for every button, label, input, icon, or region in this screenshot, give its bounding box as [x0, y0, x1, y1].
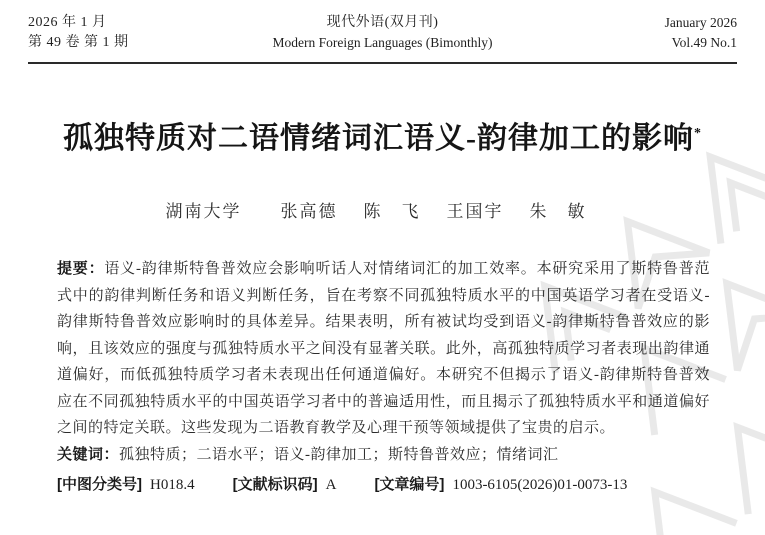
author-name: 朱 敏	[529, 202, 587, 221]
article-title-text: 孤独特质对二语情绪词汇语义-韵律加工的影响	[63, 122, 694, 155]
author-name: 王国宇	[446, 202, 504, 221]
issue-volume-cn: 第 49 卷 第 1 期	[28, 35, 129, 50]
title-footnote-marker: *	[694, 126, 702, 141]
affiliation: 湖南大学	[165, 202, 242, 221]
author-name: 陈 飞	[363, 202, 421, 221]
keywords-text: 孤独特质；二语水平；语义-韵律加工；斯特鲁普效应；情绪词汇	[119, 446, 559, 463]
article-number-value: 1003-6105(2026)01-0073-13	[452, 477, 628, 493]
keywords-line	[57, 442, 710, 469]
document-code-value: A	[325, 477, 337, 493]
keywords-label: 关键词：	[57, 445, 120, 463]
document-code	[233, 472, 337, 498]
abstract-block	[57, 256, 710, 468]
article-number	[374, 472, 627, 498]
issue-date-cn: 2026 年 1 月	[28, 15, 107, 30]
byline	[28, 197, 737, 222]
author-name: 张高德	[280, 202, 338, 221]
clc-number	[57, 472, 195, 498]
journal-name-en: Modern Foreign Languages (Bimonthly)	[272, 35, 493, 50]
masthead-issue-cn	[28, 13, 178, 53]
article-number-label: [文章编号]	[374, 476, 445, 493]
document-code-label: [文献标识码]	[232, 476, 318, 493]
journal-name-cn: 现代外语(双月刊)	[326, 15, 439, 30]
masthead-divider	[28, 62, 737, 64]
issue-date-en: January 2026	[664, 15, 737, 30]
abstract-paragraph	[57, 256, 710, 442]
article-title	[28, 113, 737, 157]
classification-line	[57, 472, 710, 498]
abstract-label: 提要：	[57, 260, 105, 277]
issue-volume-en: Vol.49 No.1	[671, 35, 737, 50]
abstract-text: 语义-韵律斯特鲁普效应会影响听话人对情绪词汇的加工效率。本研究采用了斯特鲁普范式中的韵律判断任务和语义判断任务，旨在考察不同孤独特质水平的中国英语学习者在受语义-韵律斯特鲁普效应影响时的具体差异。结果表明，所有被试均受到语义-韵律斯特鲁普效应的影响，且该效应的强度与孤独特质水平之间没有显著关联。此外，高孤独特质学习者表现出韵律通道偏好，而低孤独特质学习者未表现出任何通道偏好。本研究不但揭示了语义-韵律斯特鲁普效应在不同孤独特质水平的中国英语学习者中的普遍适用性，而且揭示了孤独特质水平和通道偏好之间的特定关联。这些发现为二语教育教学及心理干预等领域提供了宝贵的启示。	[57, 261, 710, 436]
clc-label: [中图分类号]	[57, 476, 142, 493]
masthead-issue-en	[587, 13, 737, 53]
journal-masthead	[28, 13, 737, 53]
clc-value: H018.4	[150, 477, 195, 493]
masthead-journal-name	[178, 13, 587, 53]
